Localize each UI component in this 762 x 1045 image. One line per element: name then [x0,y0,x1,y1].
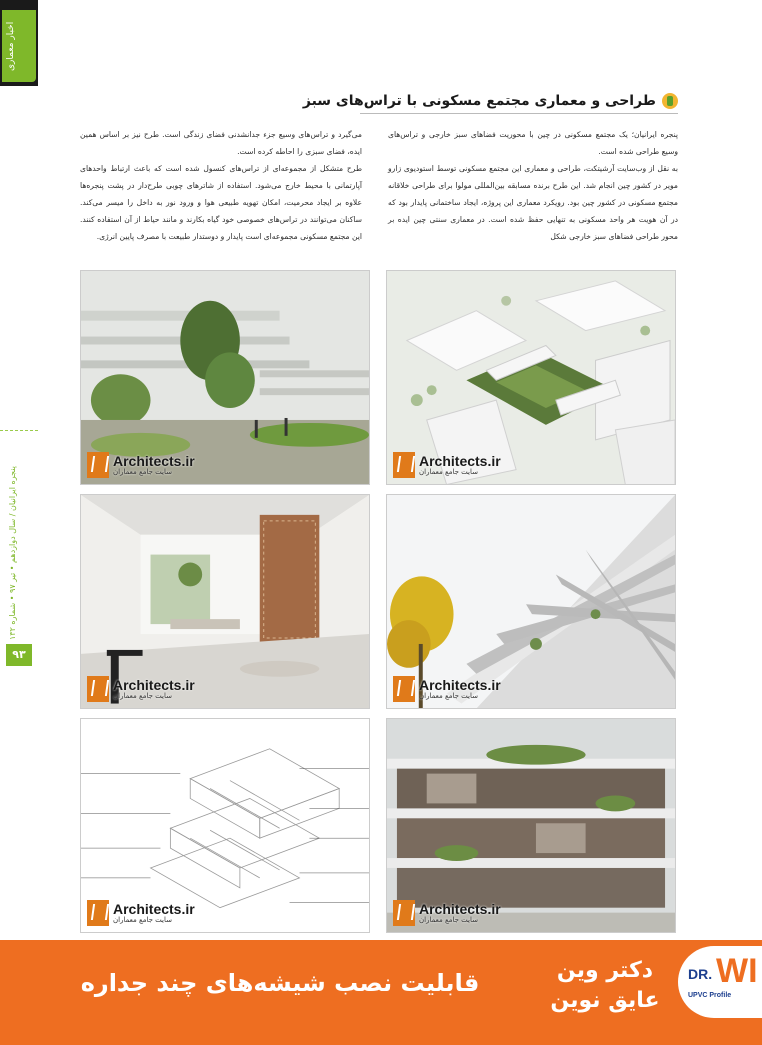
logo-dr-text: DR. [688,966,713,982]
article-header [303,93,678,109]
watermark-subtext: سایت جامع معماران [419,915,478,924]
architects-logo-icon [393,900,415,926]
architects-logo-icon [87,676,109,702]
paragraph: می‌گیرد و تراس‌های وسیع جزء جدانشدنی فضای زندگی است. طرح نیز بر اساس همین ایده، فضای سبزی را احاطه کرده است. [80,130,362,156]
watermark [87,676,195,702]
watermark [393,900,501,926]
banner-brand [530,956,680,1016]
paragraph: طرح متشکل از مجموعه‌ای از تراس‌های کنسول شده است که باعث ارتباط واحدهای آپارتمانی با محیط خارج می‌شود. استفاده از شاترهای چوبی طرح‌دار در پشت پنجره‌ها علاوه بر ایجاد محرمیت، امکان تهویه طبیعی هوا و ورود نور به داخل را میسر می‌کند. ساکنان می‌توانند در تراس‌های خصوصی خود گیاه بکارند و مانند حیاط از آن استفاده کنند. این مجتمع مسکونی مجموعه‌ای است پایدار و دوستدار طبیعت با مصرف پایین انرژی. [80,164,362,241]
watermark-text: Architects.ir [419,452,501,469]
watermark [393,676,501,702]
banner-headline: قابلیت نصب شیشه‌های چند جداره [80,969,480,997]
watermark-text: Architects.ir [113,452,195,469]
watermark-subtext: سایت جامع معماران [113,691,172,700]
title-underline [360,113,678,114]
watermark-subtext: سایت جامع معماران [113,467,172,476]
watermark-subtext: سایت جامع معماران [419,467,478,476]
watermark-text: Architects.ir [113,676,195,693]
brand-line-2: عایق نوین [550,988,660,1013]
logo-wi-text: WI [716,952,758,990]
paragraph: پنجره ایرانیان؛ یک مجتمع مسکونی در چین با محوریت فضاهای سبز خارجی و تراس‌های وسیع طراحی شده است. [388,130,678,156]
issue-info: پنجره ایرانیان / سال دوازدهم • تیر ۹۷ • شماره ۱۳۲ [8,466,17,640]
leaf-icon [662,93,678,109]
facade-street-render [386,718,676,933]
stepped-terraces-render [386,494,676,709]
architects-logo-icon [393,676,415,702]
page-number: ۹۳ [6,644,32,666]
article-column-left [80,126,362,245]
article-title: طراحی و معماری مجتمع مسکونی با تراس‌های سبز [302,93,656,109]
watermark [393,452,501,478]
drwin-logo [678,946,762,1018]
axonometric-diagram [80,718,370,933]
side-divider [0,430,38,431]
garden-courtyard-render [80,270,370,485]
watermark-text: Architects.ir [113,900,195,917]
article-column-right [388,126,678,245]
section-tab-label: اخبار معماری [6,21,16,71]
watermark-subtext: سایت جامع معماران [419,691,478,700]
brand-line-1: دکتر وین [556,958,654,983]
architects-logo-icon [393,452,415,478]
architects-logo-icon [87,900,109,926]
logo-subtitle: UPVC Profile [688,992,732,999]
paragraph: به نقل از وب‌سایت آرشیتکت، طراحی و معماری این مجتمع مسکونی توسط استودیوی زارو مویر در کشور چین انجام شد. این طرح برنده مسابقه بین‌المللی مولوا برای طراحی خلاقانه مجتمع مسکونی در کشور چین بود. رویکرد معماری این پروژه، ایجاد ساختمانی پایدار بود که در آن هویت هر واحد مسکونی به تنهایی حفظ شده است. در معماری سنتی چین ایده بر محور طراحی فضاهای سبز خارجی شکل [388,164,678,241]
architects-logo-icon [87,452,109,478]
watermark-text: Architects.ir [419,676,501,693]
watermark [87,900,195,926]
aerial-view-render [386,270,676,485]
section-tab [0,0,38,86]
watermark [87,452,195,478]
interior-room-render [80,494,370,709]
watermark-subtext: سایت جامع معماران [113,915,172,924]
watermark-text: Architects.ir [419,900,501,917]
advertisement-banner [0,940,762,1045]
